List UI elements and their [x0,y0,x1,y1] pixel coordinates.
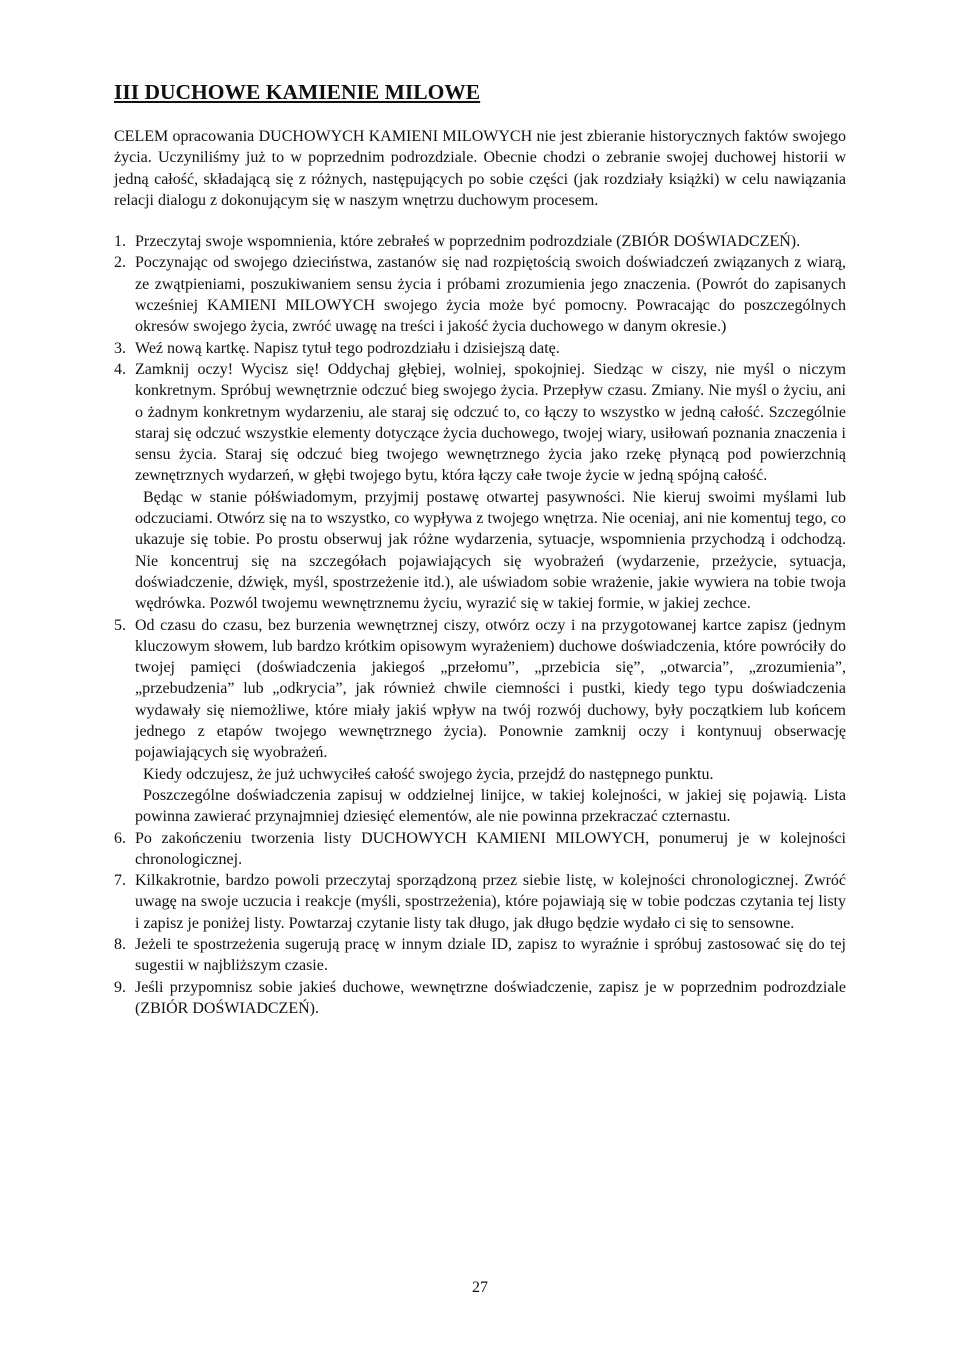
list-item-paragraph: Jeśli przypomnisz sobie jakieś duchowe, wewnętrzne doświadczenie, zapisz je w poprzednim podrozdziale (ZBIÓR DOŚWIADCZEŃ). [135,978,846,1017]
section-title: III DUCHOWE KAMIENIE MILOWE [114,80,481,104]
list-item [114,870,846,934]
document-page [114,78,846,1019]
list-item [114,252,846,337]
list-item-paragraph: Poszczególne doświadczenia zapisuj w oddzielnej linijce, w takiej kolejności, w jakiej się pojawią. Lista powinna zawierać przynajmniej dziesięć elementów, ale nie powinna przekraczać czternastu. [135,786,846,826]
list-item-number: 7. [114,872,126,890]
list-item-number: 2. [114,254,126,272]
list-item-number: 9. [114,978,126,996]
list-item [114,615,846,828]
page-number: 27 [472,1279,488,1296]
list-item-paragraph: Poczynając od swojego dzieciństwa, zastanów się nad rozpiętością swoich doświadczeń związanych z wiarą, ze zwątpieniami, poszukiwaniem sensu życia i próbami zrozumienia jego znaczenia. (Powrót do zapisanych wcześniej KAMIENI MILOWYCH swojego życia może być pomocny. Powracając do poszczególnych okresów swojego życia, zwróć uwagę na treści i jakość życia duchowego w danym okresie.) [135,254,846,336]
list-item-number: 1. [114,233,126,251]
list-item-paragraph: Kiedy odczujesz, że już uchwyciłeś całość swojego życia, przejdź do następnego punktu. [143,765,714,783]
list-item-number: 3. [114,339,126,357]
list-item [114,231,846,252]
list-item-paragraph: Zamknij oczy! Wycisz się! Oddychaj głębiej, wolniej, spokojniej. Siedząc w ciszy, nie myśl o niczym konkretnym. Spróbuj wewnętrznie odczuć bieg swojego życia. Przepływ czasu. Zmiany. Nie myśl o życiu, ani o żadnym konkretnym wydarzeniu, ale staraj się odczuć to, co łączy to wszystko w jedną całość. Szczególnie staraj się odczuć wszystkie elementy dotyczące życia duchowego, twojej wiary, usiłowań poznania znaczenia i sensu życia. Staraj się odczuć bieg twojego wewnętrznego życia jako rzekę płynącą pod powierzchnią zewnętrznych wydarzeń, w głębi twojego bytu, która łączy całe twoje życie w jedną spójną całość. [135,360,846,485]
list-item [114,359,846,615]
list-item [114,338,846,359]
list-item-number: 5. [114,616,126,634]
list-item-paragraph: Od czasu do czasu, bez burzenia wewnętrznej ciszy, otwórz oczy i na przygotowanej kartce zapisz (jednym kluczowym słowem, lub bardzo krótkim opisowym wyrażeniem) duchowe doświadczenia, które powróciły do twojej pamięci (doświadczenia jakiegoś „przełomu”, „przebicia się”, „otwarcia”, „zrozumienia”, „przebudzenia” lub „odkrycia”, jak również chwile ciemności i pustki, kiedy tego typu doświadczenia wydawały się niemożliwe, które miały jakiś wpływ na twój rozwój duchowy, były początkiem lub końcem jednego z etapów twojego wewnętrznego życia). Ponownie zamknij oczy i kontynuuj obserwację pojawiających się wyobrażeń. [135,616,846,762]
list-item-paragraph: Po zakończeniu tworzenia listy DUCHOWYCH KAMIENI MILOWYCH, ponumeruj je w kolejności chronologicznej. [135,829,846,868]
list-item [114,934,846,977]
list-item-number: 6. [114,829,126,847]
list-item-number: 8. [114,935,126,953]
list-item-paragraph: Jeżeli te spostrzeżenia sugerują pracę w innym dziale ID, zapisz to wyraźnie i spróbuj zastosować się do tej sugestii w najbliższym czasie. [135,935,846,975]
list-item-paragraph: Kilkakrotnie, bardzo powoli przeczytaj sporządzoną przez siebie listę, w kolejności chronologicznej. Zwróć uwagę na swoje uczucia i reakcje (myśli, spostrzeżenia), które pojawiają się w tobie podczas czytania tej listy i zapisz je poniżej listy. Powtarzaj czytanie listy tak długo, jak długo będzie wydało ci się to sensowne. [135,872,846,932]
list-item-paragraph: Przeczytaj swoje wspomnienia, które zebrałeś w poprzednim podrozdziale (ZBIÓR DOŚWIADCZEŃ). [135,233,801,251]
list-item-number: 4. [114,360,126,378]
list-item-paragraph: Weź nową kartkę. Napisz tytuł tego podrozdziału i dzisiejszą datę. [135,339,560,357]
list-item [114,977,846,1020]
list-item-paragraph: Będąc w stanie półświadomym, przyjmij postawę otwartej pasywności. Nie kieruj swoimi myślami lub odczuciami. Otwórz się na to wszystko, co wypływa z twojego wnętrza. Nie oceniaj, ani nie komentuj tego, co ukazuje się tobie. Po prostu obserwuj jak różne wydarzenia, sytuacje, wspomnienia przychodzą i odchodzą. Nie koncentruj się na szczegółach pojawiających się wyobrażeń (wydarzenie, przeżycie, sytuacja, doświadczenie, dźwięk, myśl, spostrzeżenie itd.), ale uświadom sobie wrażenie, jakie wywiera na tobie twoja wędrówka. Pozwól twojemu wewnętrznemu życiu, wyrazić się w takiej formie, w jakiej zechce. [135,488,846,613]
list-item [114,828,846,871]
intro-paragraph: CELEM opracowania DUCHOWYCH KAMIENI MILOWYCH nie jest zbieranie historycznych faktów swojego życia. Uczyniliśmy już to w poprzednim podrozdziale. Obecnie chodzi o zebranie swojej duchowej historii w jedną całość, składającą się z różnych, następujących po sobie części (jak rozdziały książki) w celu nawiązania relacji dialogu z dokonującym się w naszym wnętrzu duchowym procesem. [114,128,846,209]
instruction-list [114,231,846,1019]
